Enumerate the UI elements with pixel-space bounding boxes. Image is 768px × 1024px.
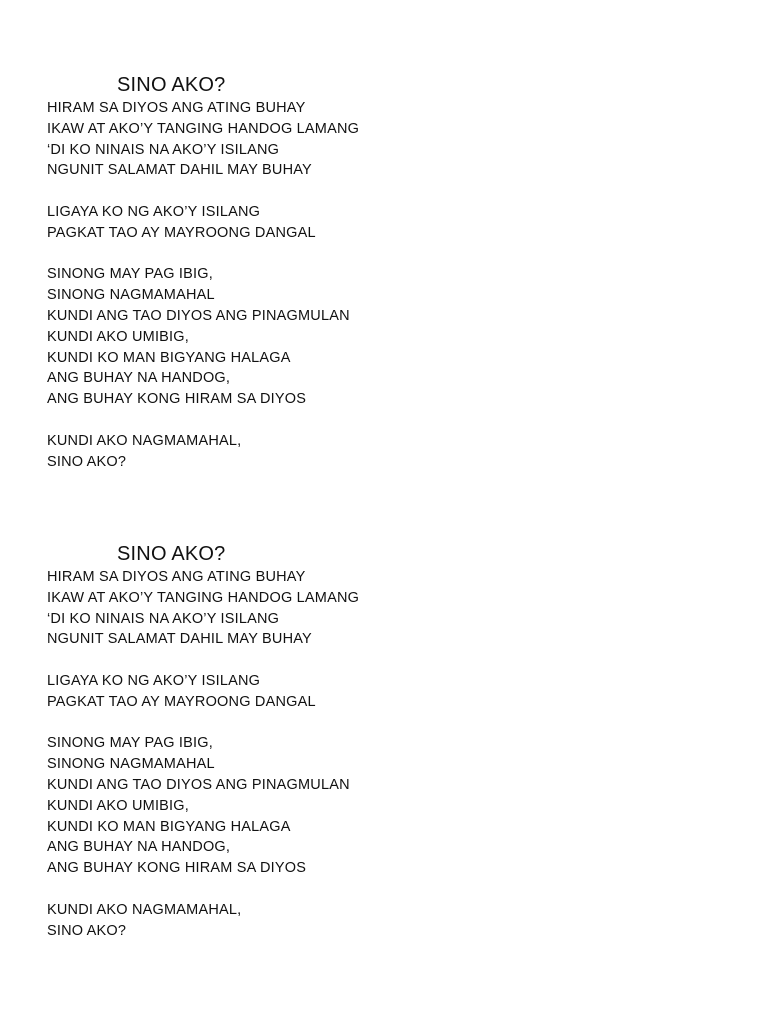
lyric-line: HIRAM SA DIYOS ANG ATING BUHAY xyxy=(47,100,306,116)
lyric-line: IKAW AT AKO’Y TANGING HANDOG LAMANG xyxy=(47,589,360,606)
stanza-3 xyxy=(47,264,727,410)
lyric-line: LIGAYA KO NG AKO’Y ISILANG xyxy=(47,203,261,220)
lyric-line: NGUNIT SALAMAT DAHIL MAY BUHAY xyxy=(47,631,312,648)
song-lyrics-second-copy xyxy=(47,541,727,962)
lyric-line: HIRAM SA DIYOS ANG ATING BUHAY xyxy=(47,569,306,585)
lyric-line: KUNDI AKO NAGMAMAHAL, xyxy=(47,432,242,449)
lyric-line: KUNDI AKO UMIBIG, xyxy=(47,328,189,345)
lyric-line: SINONG MAY PAG IBIG, xyxy=(47,266,213,283)
song-lyrics-first-copy xyxy=(47,72,727,493)
lyric-line: SINONG NAGMAMAHAL xyxy=(47,287,215,304)
stanza-4 xyxy=(47,900,727,942)
stanza-4 xyxy=(47,431,727,473)
lyric-line: NGUNIT SALAMAT DAHIL MAY BUHAY xyxy=(47,162,312,179)
lyric-line: SINONG NAGMAMAHAL xyxy=(47,756,215,773)
stanza-3 xyxy=(47,733,727,879)
lyric-line: KUNDI AKO NAGMAMAHAL, xyxy=(47,901,242,918)
lyric-line: KUNDI KO MAN BIGYANG HALAGA xyxy=(47,349,291,366)
lyric-line: KUNDI KO MAN BIGYANG HALAGA xyxy=(47,818,291,835)
stanza-1 xyxy=(47,98,727,181)
lyric-line: ANG BUHAY NA HANDOG, xyxy=(47,839,231,856)
lyric-line: ‘DI KO NINAIS NA AKO’Y ISILANG xyxy=(47,610,280,627)
lyric-line: ANG BUHAY KONG HIRAM SA DIYOS xyxy=(47,860,307,877)
lyric-line: SINONG MAY PAG IBIG, xyxy=(47,735,213,752)
stanza-1 xyxy=(47,567,727,650)
lyric-line: PAGKAT TAO AY MAYROONG DANGAL xyxy=(47,224,316,241)
lyric-line: ANG BUHAY KONG HIRAM SA DIYOS xyxy=(47,391,307,408)
lyric-line: SINO AKO? xyxy=(47,922,127,939)
lyric-line: SINO AKO? xyxy=(47,453,127,470)
lyric-line: KUNDI ANG TAO DIYOS ANG PINAGMULAN xyxy=(47,776,350,793)
lyric-line: KUNDI AKO UMIBIG, xyxy=(47,797,189,814)
song-title: SINO AKO? xyxy=(117,74,226,96)
stanza-2 xyxy=(47,671,727,713)
lyric-line: ‘DI KO NINAIS NA AKO’Y ISILANG xyxy=(47,141,280,158)
lyric-line: KUNDI ANG TAO DIYOS ANG PINAGMULAN xyxy=(47,307,350,324)
lyric-line: PAGKAT TAO AY MAYROONG DANGAL xyxy=(47,693,316,710)
lyric-line: IKAW AT AKO’Y TANGING HANDOG LAMANG xyxy=(47,120,360,137)
lyric-line: ANG BUHAY NA HANDOG, xyxy=(47,370,231,387)
song-title: SINO AKO? xyxy=(117,543,226,565)
lyric-line: LIGAYA KO NG AKO’Y ISILANG xyxy=(47,672,261,689)
stanza-2 xyxy=(47,202,727,244)
